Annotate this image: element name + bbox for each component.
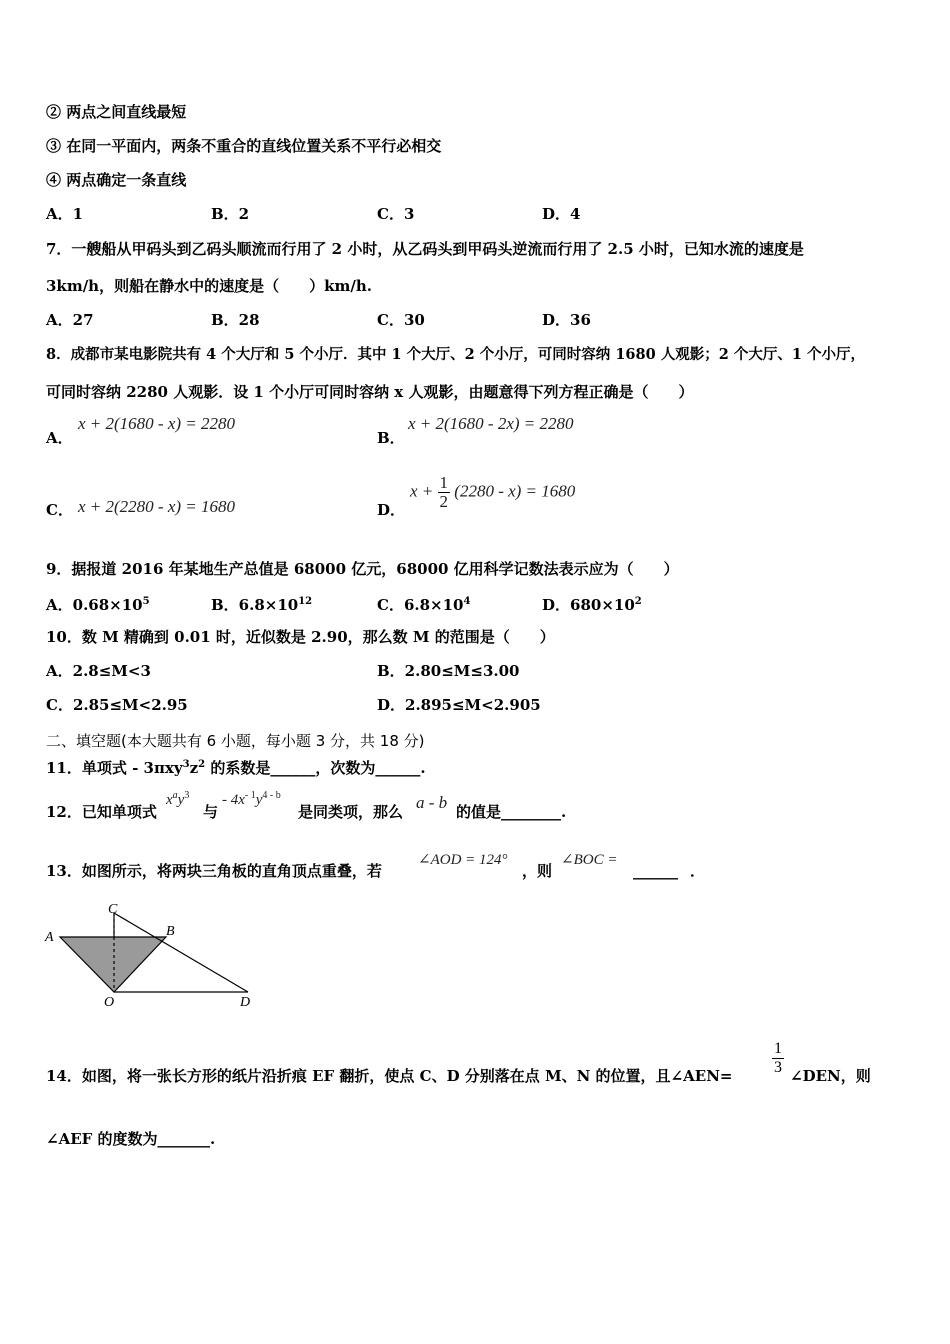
q14-prefix: 14．如图，将一张长方形的纸片沿折痕 EF 翻折，使点 C、D 分别落在点 M、N 的位置，且∠AEN= <box>46 1067 733 1085</box>
q8-stem-line2: 可同时容纳 2280 人观影．设 1 个小厅可同时容纳 x 人观影，由题意得下列方程正确是（ ） <box>46 383 694 401</box>
q12-prefix: 12．已知单项式 <box>46 803 157 821</box>
q9-option-d <box>542 592 642 615</box>
q13-given-angle <box>418 850 508 869</box>
fraction-denominator: 3 <box>774 1059 782 1076</box>
q12-mono1-xexp: a <box>172 790 178 801</box>
q10-option-b: B．2.80≤M≤3.00 <box>377 662 520 680</box>
q12-mono2-yexp: 4 - b <box>262 790 281 801</box>
q14-post: ∠DEN，则 <box>790 1067 871 1085</box>
label-a: A <box>45 930 54 945</box>
q9-option-b-base: B．6.8×10 <box>211 596 299 614</box>
q13-mid: ，则 <box>522 862 553 880</box>
proposition-2: ② 两点之间直线最短 <box>46 103 187 121</box>
q11-z: z <box>189 759 199 777</box>
q6-option-d: D．4 <box>542 205 581 223</box>
triangle-figure <box>40 898 270 1013</box>
q9-option-c-exp: 4 <box>463 596 471 607</box>
q9-stem: 9．据报道 2016 年某地生产总值是 68000 亿元，68000 亿用科学记数法表示应为（ ） <box>46 560 679 578</box>
q11-stem <box>46 755 426 778</box>
q13-ask-angle <box>561 850 617 869</box>
q8-stem-line1: 8．成都市某电影院共有 4 个大厅和 5 个小厅．其中 1 个大厅、2 个小厅，可同时容纳 1680 人观影；2 个大厅、1 个小厅， <box>46 346 866 363</box>
q14-fraction-body <box>772 1040 784 1077</box>
q9-option-b-exp: 12 <box>298 596 313 607</box>
q11-pre: 11．单项式 - 3πxy <box>46 759 183 777</box>
q6-option-c: C．3 <box>377 205 415 223</box>
q8-label-a: A． <box>46 429 73 447</box>
proposition-3: ③ 在同一平面内，两条不重合的直线位置关系不平行必相交 <box>46 137 442 155</box>
q13-ask-text: ∠BOC = <box>561 852 618 868</box>
proposition-4: ④ 两点确定一条直线 <box>46 171 187 189</box>
q8-equation-d-pre: x + <box>410 481 434 501</box>
q12-mono1-yexp: 3 <box>184 790 190 801</box>
q10-option-c: C．2.85≤M<2.95 <box>46 696 188 714</box>
q8-equation-a-text: x + 2(1680 - x) = 2280 <box>78 414 236 433</box>
q12-mono1-y: y <box>177 792 185 808</box>
q8-label-d: D． <box>377 501 406 519</box>
q14-fraction <box>772 1040 784 1077</box>
q9-option-a-exp: 5 <box>142 596 150 607</box>
q13-given-text: ∠AOD = 124° <box>418 852 508 868</box>
q13-end: ． <box>690 862 706 880</box>
q7-option-d: D．36 <box>542 311 591 329</box>
q7-stem-line1: 7．一艘船从甲码头到乙码头顺流而行用了 2 小时，从乙码头到甲码头逆流而行用了 2.5 小时，已知水流的速度是 <box>46 240 804 258</box>
q12-mono2-xexp: - 1 <box>244 790 256 801</box>
q12-mono1-x: x <box>166 792 173 808</box>
q10-option-d: D．2.895≤M<2.905 <box>377 696 541 714</box>
q8-equation-c <box>78 497 235 517</box>
q8-equation-a <box>78 414 235 434</box>
q12-mid: 是同类项，那么 <box>298 803 404 821</box>
q8-label-c: C． <box>46 501 73 519</box>
q6-option-b: B．2 <box>211 205 250 223</box>
q9-option-d-exp: 2 <box>634 596 642 607</box>
q8-equation-d-fraction <box>438 474 451 511</box>
q12-mono2-x: - 4x <box>222 792 245 808</box>
q13-prefix: 13．如图所示，将两块三角板的直角顶点重叠，若 <box>46 862 382 880</box>
label-o: O <box>104 995 115 1010</box>
fraction-numerator: 1 <box>774 1040 782 1057</box>
label-d: D <box>240 995 251 1010</box>
q7-option-c: C．30 <box>377 311 425 329</box>
q9-option-a-base: A．0.68×10 <box>46 596 143 614</box>
q10-stem: 10．数 M 精确到 0.01 时，近似数是 2.90，那么数 M 的范围是（ ） <box>46 628 555 646</box>
q7-option-a: A．27 <box>46 311 94 329</box>
q14-line2: ∠AEF 的度数为_______. <box>46 1130 216 1148</box>
q7-option-b: B．28 <box>211 311 260 329</box>
q12-expression <box>416 793 447 813</box>
q12-expression-text: a - b <box>416 793 448 812</box>
q8-equation-c-text: x + 2(2280 - x) = 1680 <box>78 497 236 516</box>
q9-option-d-base: D．680×10 <box>542 596 635 614</box>
q12-post: 的值是________. <box>456 803 567 821</box>
label-b: B <box>166 924 175 939</box>
q6-option-a: A．1 <box>46 205 84 223</box>
q11-post: 的系数是______，次数为______. <box>205 759 426 777</box>
fraction-denominator: 2 <box>439 492 449 511</box>
q9-option-c <box>377 592 470 615</box>
fraction-numerator: 1 <box>439 473 449 492</box>
q8-label-b: B． <box>377 429 405 447</box>
q10-option-a: A．2.8≤M<3 <box>46 662 151 680</box>
q9-option-a <box>46 592 150 615</box>
q8-equation-b <box>408 414 574 434</box>
q12-mono2-y: y <box>255 792 263 808</box>
q8-equation-d <box>410 474 575 511</box>
label-c: C <box>108 902 118 917</box>
q12-monomial-2 <box>222 790 281 809</box>
q11-exp2: 2 <box>198 759 206 770</box>
q8-equation-b-text: x + 2(1680 - 2x) = 2280 <box>408 414 574 433</box>
q8-equation-d-post: (2280 - x) = 1680 <box>454 481 576 501</box>
q12-with: 与 <box>203 803 219 821</box>
section-heading-fill-in: 二、填空题(本大题共有 6 小题，每小题 3 分，共 18 分) <box>46 732 425 750</box>
q12-monomial-1 <box>166 790 189 809</box>
q11-exp1: 3 <box>182 759 190 770</box>
q7-stem-line2: 3km/h，则船在静水中的速度是（ ）km/h. <box>46 277 372 295</box>
q9-option-b <box>211 592 312 615</box>
q13-blank: ______ <box>633 862 678 880</box>
shaded-triangle <box>60 937 166 992</box>
q9-option-c-base: C．6.8×10 <box>377 596 464 614</box>
